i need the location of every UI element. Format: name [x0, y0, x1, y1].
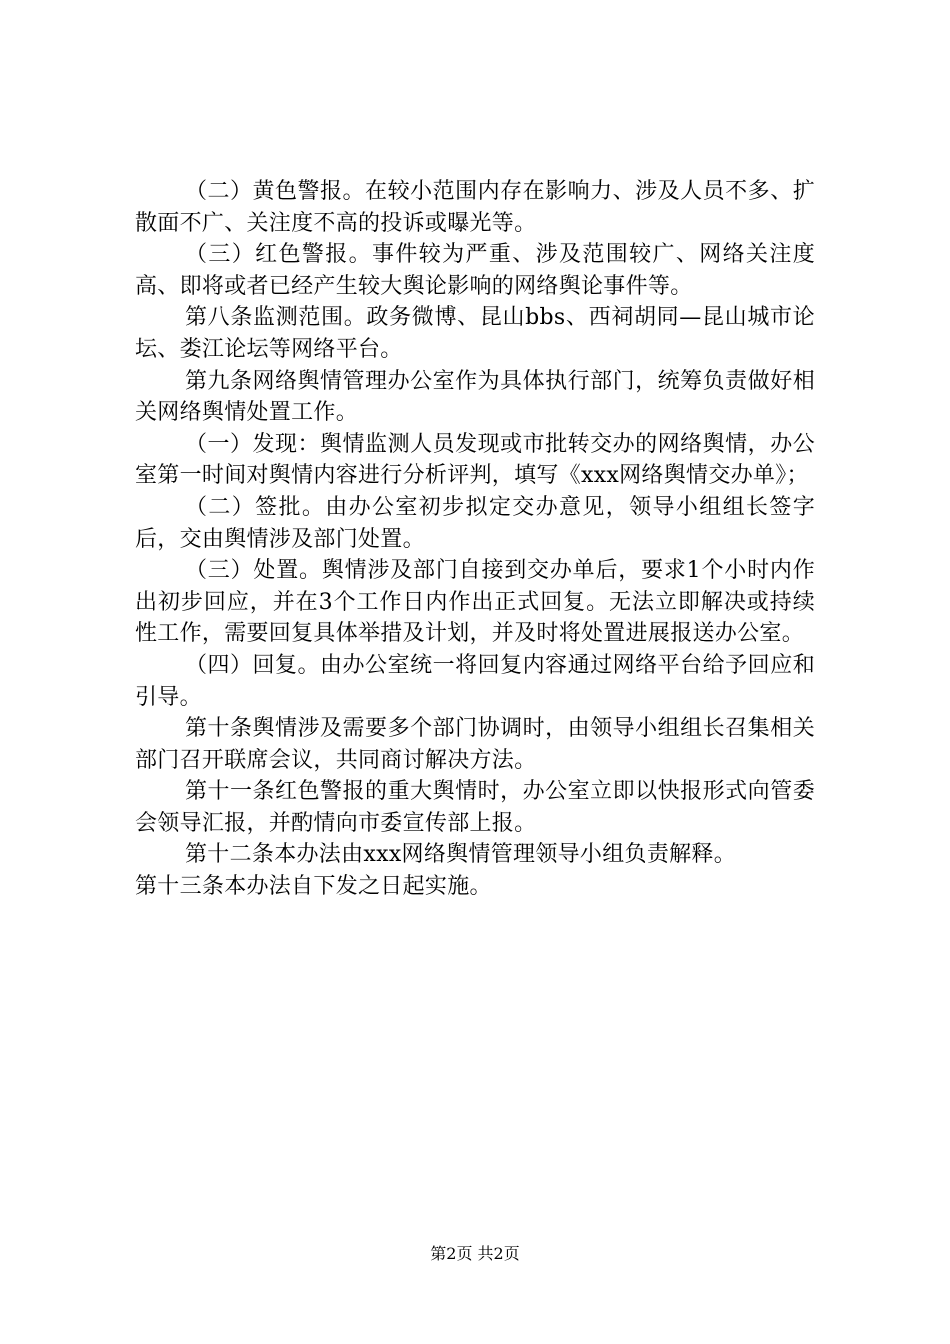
document-body	[135, 176, 815, 903]
paragraph-approval: （二）签批。由办公室初步拟定交办意见，领导小组组长签字后，交由舆情涉及部门处置。	[135, 494, 815, 552]
paragraph-handling: （三）处置。舆情涉及部门自接到交办单后，要求1个小时内作出初步回应，并在3个工作日内作出正式回复。无法立即解决或持续性工作，需要回复具体举措及计划，并及时将处置进展报送办公室。	[135, 558, 815, 647]
paragraph-reply: （四）回复。由办公室统一将回复内容通过网络平台给予回应和引导。	[135, 652, 815, 710]
paragraph-article-8: 第八条监测范围。政务微博、昆山bbs、西祠胡同—昆山城市论坛、娄江论坛等网络平台。	[135, 305, 815, 362]
page-number-footer: 第2页 共2页	[430, 1244, 520, 1263]
paragraph-article-13: 第十三条本办法自下发之日起实施。	[135, 874, 492, 900]
paragraph-yellow-alert: （二）黄色警报。在较小范围内存在影响力、涉及人员不多、扩散面不广、关注度不高的投诉或曝光等。	[135, 179, 815, 236]
paragraph-article-10: 第十条舆情涉及需要多个部门协调时，由领导小组组长召集相关部门召开联席会议，共同商讨解决方法。	[135, 716, 815, 773]
paragraph-red-alert: （三）红色警报。事件较为严重、涉及范围较广、网络关注度高、即将或者已经产生较大舆论影响的网络舆论事件等。	[135, 242, 815, 299]
paragraph-discovery: （一）发现：舆情监测人员发现或市批转交办的网络舆情，办公室第一时间对舆情内容进行分析评判，填写《xxx网络舆情交办单》；	[135, 431, 815, 489]
paragraph-article-12: 第十二条本办法由xxx网络舆情管理领导小组负责解释。	[185, 842, 737, 868]
paragraph-article-11: 第十一条红色警报的重大舆情时，办公室立即以快报形式向管委会领导汇报，并酌情向市委宣传部上报。	[135, 779, 815, 836]
paragraph-article-9: 第九条网络舆情管理办公室作为具体执行部门，统筹负责做好相关网络舆情处置工作。	[135, 368, 815, 426]
